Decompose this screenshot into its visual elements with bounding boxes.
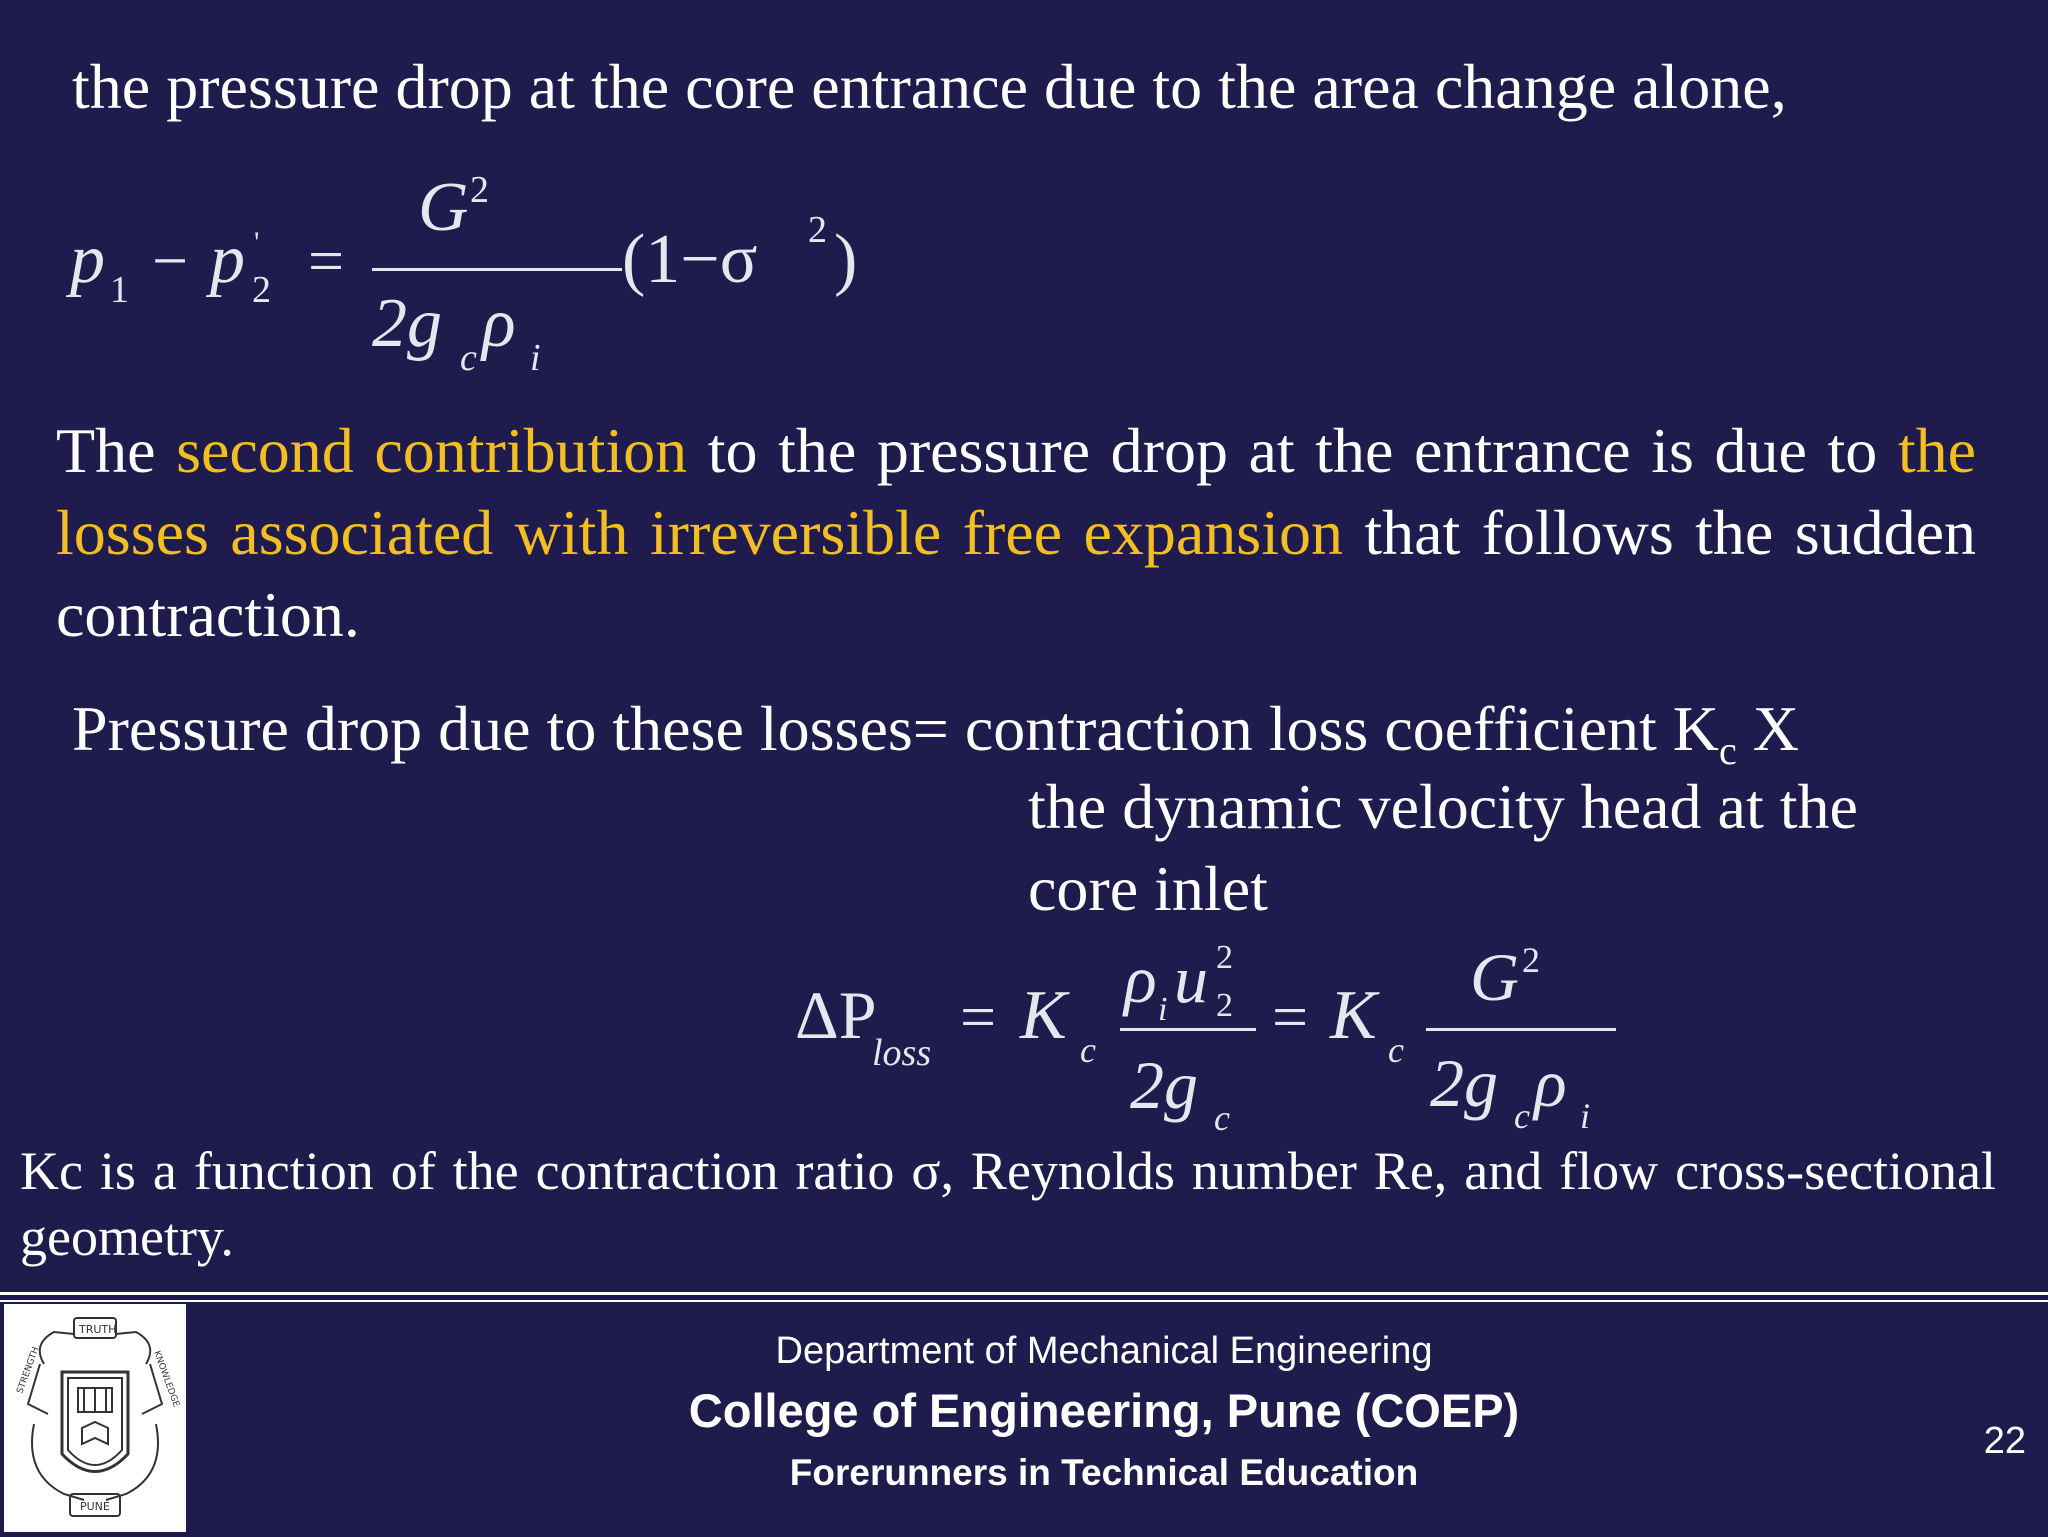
para1-highlight-1: second contribution <box>176 415 688 486</box>
para2-continuation-2: core inlet <box>1028 853 1268 924</box>
eq2-den2-rho: ρ <box>1534 1045 1567 1121</box>
eq2-den2-sub-c: c <box>1514 1096 1530 1136</box>
loss-pressure-drop-equation <box>790 920 1620 1140</box>
eq1-tail: (1−σ <box>622 221 758 298</box>
eq1-den: 2g <box>372 285 442 362</box>
logo-text-right: KNOWLEDGE <box>151 1349 181 1409</box>
eq2-fraction-bar-2 <box>1426 1028 1616 1031</box>
svg-text:': ' <box>254 226 260 259</box>
eq1-p1: p <box>70 221 105 298</box>
eq2-num1-usub: 2 <box>1216 987 1233 1024</box>
eq2-den1-sub: c <box>1214 1098 1230 1138</box>
eq1-equals: = <box>308 225 345 296</box>
eq2-delta-p: ΔP <box>795 977 877 1053</box>
eq1-sub2: 2 <box>252 269 271 311</box>
eq2-equals-1: = <box>960 981 997 1052</box>
college-tagline: Forerunners in Technical Education <box>789 1452 1419 1493</box>
para1-highlight-2: the losses associated with irreversible free expansion <box>56 415 1977 568</box>
para2-lead-sub: c <box>1718 727 1737 773</box>
eq2-k-1: K <box>1020 977 1067 1054</box>
department-name: Department of Mechanical Engineering <box>775 1330 1433 1372</box>
eq2-loss: loss <box>872 1032 932 1074</box>
para2-lead-tail: X <box>1736 693 1799 764</box>
para1-text-2: to the pressure drop at the entrance is due to <box>687 415 1898 486</box>
eq2-fraction-bar-1 <box>1120 1028 1256 1031</box>
eq2-den1: 2g <box>1130 1047 1198 1123</box>
para1-text-1: The <box>56 415 177 486</box>
footer-text-block <box>0 1330 2048 1494</box>
page-number: 22 <box>1983 1420 2026 1462</box>
logo-text-bottom: PUNE <box>80 1500 110 1513</box>
entrance-pressure-drop-equation <box>60 160 858 390</box>
eq2-den2-sub-i: i <box>1580 1096 1591 1136</box>
eq1-tail-close: ) <box>834 221 858 298</box>
eq2-num1-sub: i <box>1158 991 1168 1028</box>
logo-text-left: STRENGTH <box>15 1345 42 1396</box>
eq1-den-rho: ρ <box>482 285 516 362</box>
college-name: College of Engineering, Pune (COEP) <box>688 1384 1520 1437</box>
eq2-den2: 2g <box>1430 1045 1498 1121</box>
eq1-fraction-bar <box>372 268 622 271</box>
eq2-equals-2: = <box>1272 981 1309 1052</box>
eq1-sub1: 1 <box>110 269 129 311</box>
eq1-p2: p <box>210 221 245 298</box>
eq2-num1-sup: 2 <box>1216 939 1233 976</box>
eq1-num-sup: 2 <box>470 169 489 211</box>
eq2-k-sub-2: c <box>1388 1030 1404 1070</box>
eq1-tail-sup: 2 <box>808 209 827 251</box>
eq1-num: G <box>418 169 469 246</box>
eq2-num2: G <box>1470 939 1520 1015</box>
para2-lead: Pressure drop due to these losses= contraction loss coefficient K <box>72 693 1719 764</box>
kc-note: Kc is a function of the contraction ratio σ, Reynolds number Re, and flow cross-sectional geometry. <box>20 1141 1996 1267</box>
para2-continuation-1: the dynamic velocity head at the <box>1028 771 1858 842</box>
eq2-num2-sup: 2 <box>1522 940 1540 980</box>
footer-rule-bottom <box>0 1300 2048 1302</box>
para1-text-3: that follows the sudden contraction. <box>56 497 1977 650</box>
eq1-minus: − <box>152 225 189 296</box>
eq1-den-sub-i: i <box>530 337 541 379</box>
eq1-den-sub-c: c <box>460 337 477 379</box>
intro-text: the pressure drop at the core entrance due to the area change alone, <box>72 51 1787 122</box>
second-contribution-paragraph <box>56 410 1976 656</box>
eq2-k-sub-1: c <box>1080 1030 1096 1070</box>
logo-text-top: TRUTH <box>79 1323 117 1336</box>
eq2-num1-u: u <box>1174 941 1208 1017</box>
eq2-num1-rho: ρ <box>1124 941 1157 1017</box>
footer-rule-top <box>0 1292 2048 1295</box>
eq2-k-2: K <box>1330 977 1377 1054</box>
